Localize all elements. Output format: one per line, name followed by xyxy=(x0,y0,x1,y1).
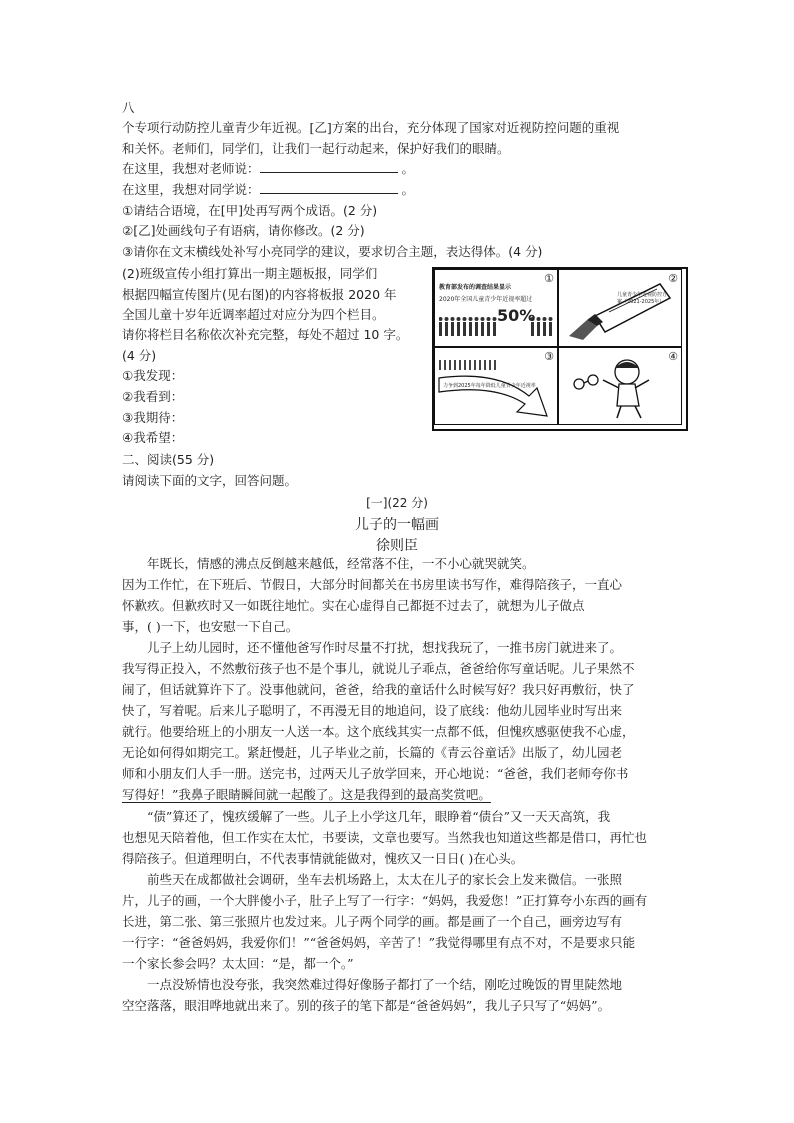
panel2-text: 儿童青少年近视防控方案（2021-2025年） xyxy=(617,292,668,305)
poster-panel-3 xyxy=(434,347,558,425)
article-line: 儿子上幼儿园时，还不懂他爸写作时尽量不打扰，想找我玩了，一推书房门就进来了。 xyxy=(122,640,623,655)
panel-number: ③ xyxy=(544,350,554,363)
to-teacher-blank[interactable] xyxy=(260,160,398,173)
to-teacher-prompt: 在这里，我想对老师说： 。 xyxy=(122,161,415,176)
task2-line5: (4 分) xyxy=(122,348,157,363)
article-line: 快了，写着呢。后来儿子聪明了，不再漫无目的地追问，设了底线：他幼儿园毕业时写出来 xyxy=(122,703,623,718)
article-line: 师和小朋友们人手一册。送完书，过两天儿子放学回来，开心地说：“爸爸，我们老师夸你书 xyxy=(122,766,629,781)
article-line-underlined: 写得好！”我鼻子眼睛瞬间就一起酸了。这是我得到的最高奖赏吧。 xyxy=(122,787,491,802)
section2-instruction: 请阅读下面的文字，回答问题。 xyxy=(122,473,298,488)
to-classmates-blank[interactable] xyxy=(260,181,398,194)
propaganda-poster xyxy=(432,267,688,431)
answer-item-3: ③我期待： xyxy=(122,410,184,425)
article-line: 也想见天陪着他，但工作实在太忙，书要读，文章也要写。当然我也知道这些都是借口，再忙也 xyxy=(122,830,648,845)
task2-line4: 请你将栏目名称依次补充完整，每处不超过 10 字。 xyxy=(122,327,409,342)
page-fragment: 八 xyxy=(122,100,135,115)
article-line: 事，( )一下，也安慰一下自己。 xyxy=(122,619,299,634)
question-3: ③请你在文末横线处补写小亮同学的建议，要求切合主题，表达得体。(4 分) xyxy=(122,244,543,259)
downward-arrow-icon xyxy=(437,356,555,422)
panel1-percent: 50% xyxy=(497,306,536,325)
article-line: 无论如何得如期完工。紧赶慢赶，儿子毕业之前，长篇的《青云谷童话》出版了，幼儿园老 xyxy=(122,745,623,760)
boy-with-glasses-icon xyxy=(563,352,675,422)
poster-panel-2 xyxy=(558,269,682,347)
article-line: 得陪孩子。但道理明白，不代表事情就能做对，愧疚又一日日( )在心头。 xyxy=(122,851,524,866)
article-title: 儿子的一幅画 xyxy=(355,517,439,533)
article-line: 怀歉疚。但歉疚时又一如既往地忙。实在心虚得自己都挺不过去了，就想为儿子做点 xyxy=(122,598,585,613)
panel-number: ② xyxy=(668,272,678,285)
article-line: 片，儿子的画，一个大胖傻小子，肚子上写了一行字：“妈妈，我爱您！”正打算夸小东西的画有 xyxy=(122,893,648,908)
panel1-title: 教育部发布的调查结果显示 xyxy=(439,284,512,291)
article-line: 就行。他要给班上的小朋友一人送一本。这个底线其实一点都不低，但愧疚感驱使我不心虚， xyxy=(122,724,635,739)
question-1: ①请结合语境，在[甲]处再写两个成语。(2 分) xyxy=(122,203,378,218)
answer-item-1: ①我发现： xyxy=(122,368,184,383)
task2-line1: (2)班级宣传小组打算出一期主题板报，同学们 xyxy=(122,266,378,281)
task1-line1: 个专项行动防控儿童青少年近视。[乙]方案的出台，充分体现了国家对近视防控问题的重视 xyxy=(122,120,620,135)
article-line: 一个家长参会吗？太太回：“是，都一个。” xyxy=(122,956,354,971)
article-line: 空空落落，眼泪哗地就出来了。别的孩子的笔下都是“爸爸妈妈”，我儿子只写了“妈妈”。 xyxy=(122,998,611,1013)
article-author: 徐则臣 xyxy=(376,538,418,554)
article-line: 前些天在成都做社会调研，坐车去机场路上，太太在儿子的家长会上发来微信。一张照 xyxy=(122,872,623,887)
article-line: 一点没矫情也没夸张，我突然难过得好像肠子都打了一个结，刚吃过晚饭的胃里陡然地 xyxy=(122,977,623,992)
question-2: ②[乙]处画线句子有语病，请你修改。(2 分) xyxy=(122,223,365,238)
answer-item-2: ②我看到： xyxy=(122,389,184,404)
panel3-text: 力争到2025年每年降低儿童青少年近视率 xyxy=(443,383,536,389)
task2-line3: 全国儿童十岁年近调率超过对应分为四个栏目。 xyxy=(122,307,385,322)
article-line: 闹了，但话就算许下了。没事他就问，爸爸，给我的童话什么时候写好？我只好再敷衍，快了 xyxy=(122,682,635,697)
poster-panel-4 xyxy=(558,347,682,425)
panel1-subtitle: 2020年全国儿童青少年近视率超过 xyxy=(439,296,533,303)
article-line: 一行字：“爸爸妈妈，我爱你们！”“爸爸妈妈，辛苦了！”我觉得哪里有点不对，不是要求只能 xyxy=(122,935,636,950)
part-label: [一](22 分) xyxy=(366,496,428,510)
panel-number: ④ xyxy=(668,350,678,363)
panel-number: ① xyxy=(544,272,554,285)
article-line: 长进，第二张、第三张照片也发过来。儿子两个同学的画。都是画了一个自己，画旁边写有 xyxy=(122,914,623,929)
answer-item-4: ④我希望： xyxy=(122,430,184,445)
article-line: 因为工作忙，在下班后、节假日，大部分时间都关在书房里读书写作，难得陪孩子，一直心 xyxy=(122,577,623,592)
task2-line2: 根据四幅宣传图片(见右图)的内容将板报 2020 年 xyxy=(122,287,397,302)
tube-hand-icon xyxy=(565,276,675,344)
article-line: “债”算还了，愧疚缓解了一些。儿子上小学这几年，眼睁着“债台”又一天天高筑，我 xyxy=(122,809,611,824)
poster-panel-1 xyxy=(434,269,558,347)
task1-line2: 和关怀。老师们，同学们，让我们一起行动起来，保护好我们的眼睛。 xyxy=(122,141,510,156)
article-line: 我写得正投入，不然敷衍孩子也不是个事儿，就说儿子乖点，爸爸给你写童话呢。儿子果然不 xyxy=(122,661,635,676)
section2-heading: 二、阅读(55 分) xyxy=(122,452,215,467)
to-classmates-prompt: 在这里，我想对同学说： 。 xyxy=(122,182,415,197)
article-line: 年既长，情感的沸点反倒越来越低，经常落不住，一不小心就哭就笑。 xyxy=(122,556,535,571)
